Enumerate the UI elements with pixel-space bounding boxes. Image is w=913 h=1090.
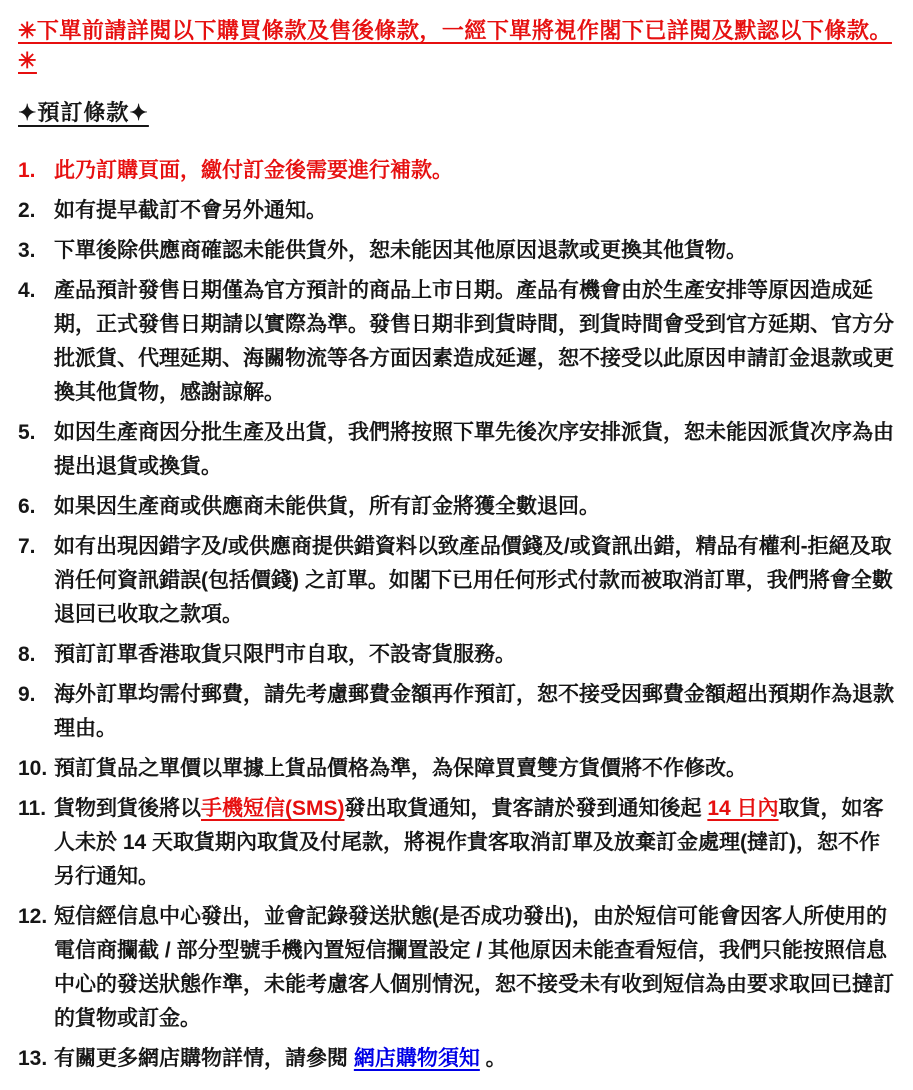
purchase-notice-banner: ✳下單前請詳閱以下購買條款及售後條款，一經下單將視作閣下已詳閱及默認以下條款。✳	[18, 18, 892, 73]
terms-item	[8, 900, 899, 1036]
item-text	[54, 683, 894, 740]
term-text-segment: 貨物到貨後將以	[54, 797, 201, 820]
terms-item	[8, 274, 899, 410]
item-number: 7.	[18, 535, 36, 558]
store-shopping-notice-link[interactable]: 網店購物須知	[353, 1047, 480, 1070]
terms-item	[8, 416, 899, 484]
term-text-segment: 預訂貨品之單價以單據上貨品價格為準，為保障買賣雙方貨價將不作修改。	[54, 757, 747, 780]
terms-item	[8, 752, 899, 786]
terms-item	[8, 154, 899, 188]
item-number: 13.	[18, 1047, 48, 1070]
fourteen-days-emphasis: 14 日內	[707, 797, 779, 820]
item-text	[54, 421, 894, 478]
item-text	[54, 757, 747, 780]
terms-item	[8, 194, 899, 228]
term-text-segment: 取貨，如客人未於 14 天取貨期內取貨及付尾款，將視作貴客取消訂單及放棄訂金處理(撻訂)，恕不作另行通知。	[54, 797, 884, 888]
item-number: 9.	[18, 683, 36, 706]
sms-emphasis: 手機短信(SMS)	[201, 797, 345, 820]
item-text	[54, 495, 600, 518]
item-number: 11.	[18, 797, 47, 820]
item-text	[54, 643, 516, 666]
item-text	[54, 535, 893, 626]
item-number: 8.	[18, 643, 36, 666]
term-text-segment: 預訂訂單香港取貨只限門市自取，不設寄貨服務。	[54, 643, 516, 666]
term-text-segment: 下單後除供應商確認未能供貨外，恕未能因其他原因退款或更換其他貨物。	[54, 239, 747, 262]
term-text-segment: 發出取貨通知，貴客請於發到通知後起	[344, 797, 708, 820]
item-text	[54, 279, 894, 404]
terms-item	[8, 678, 899, 746]
item-number: 12.	[18, 905, 48, 928]
terms-list	[8, 154, 899, 1076]
term-text-segment: 有關更多網店購物詳情，請參閱	[54, 1047, 354, 1070]
term-text-segment: 如有提早截訂不會另外通知。	[54, 199, 327, 222]
terms-item	[8, 490, 899, 524]
item-number: 2.	[18, 199, 36, 222]
terms-item	[8, 234, 899, 268]
item-text	[54, 797, 884, 888]
terms-item	[8, 530, 899, 632]
item-number: 4.	[18, 279, 36, 302]
item-text	[54, 159, 453, 182]
term-text-segment: 此乃訂購頁面，繳付訂金後需要進行補款。	[54, 159, 453, 182]
terms-item	[8, 638, 899, 672]
term-text-segment: 海外訂單均需付郵費，請先考慮郵費金額再作預訂，恕不接受因郵費金額超出預期作為退款理由。	[54, 683, 894, 740]
item-text	[54, 905, 894, 1030]
item-number: 5.	[18, 421, 36, 444]
item-number: 10.	[18, 757, 48, 780]
term-text-segment: 如因生產商因分批生產及出貨，我們將按照下單先後次序安排派貨，恕未能因派貨次序為由提出退貨或換貨。	[54, 421, 894, 478]
terms-item	[8, 1042, 899, 1076]
terms-item	[8, 792, 899, 894]
term-text-segment: 如果因生產商或供應商未能供貨，所有訂金將獲全數退回。	[54, 495, 600, 518]
term-text-segment: 。	[479, 1047, 507, 1070]
item-text	[54, 239, 747, 262]
item-text	[54, 1047, 507, 1070]
term-text-segment: 短信經信息中心發出，並會記錄發送狀態(是否成功發出)，由於短信可能會因客人所使用的電信商攔截 / 部分型號手機內置短信攔置設定 / 其他原因未能查看短信，我們只能按照信息中心的發送狀態作準，未能考慮客人個別情況，恕不接受未有收到短信為由要求取回已撻訂的貨物或訂金。	[54, 905, 894, 1030]
item-number: 3.	[18, 239, 36, 262]
term-text-segment: 如有出現因錯字及/或供應商提供錯資料以致產品價錢及/或資訊出錯，精品有權利-拒絕及取消任何資訊錯誤(包括價錢) 之訂單。如閣下已用任何形式付款而被取消訂單，我們將會全數退回已收取之款項。	[54, 535, 893, 626]
item-text	[54, 199, 327, 222]
item-number: 6.	[18, 495, 36, 518]
term-text-segment: 產品預計發售日期僅為官方預計的商品上市日期。產品有機會由於生產安排等原因造成延期，正式發售日期請以實際為準。發售日期非到貨時間，到貨時間會受到官方延期、官方分批派貨、代理延期、海關物流等各方面因素造成延遲，恕不接受以此原因申請訂金退款或更換其他貨物，感謝諒解。	[54, 279, 894, 404]
section-title-preorder-terms: ✦預訂條款✦	[18, 100, 149, 125]
item-number: 1.	[18, 159, 36, 182]
